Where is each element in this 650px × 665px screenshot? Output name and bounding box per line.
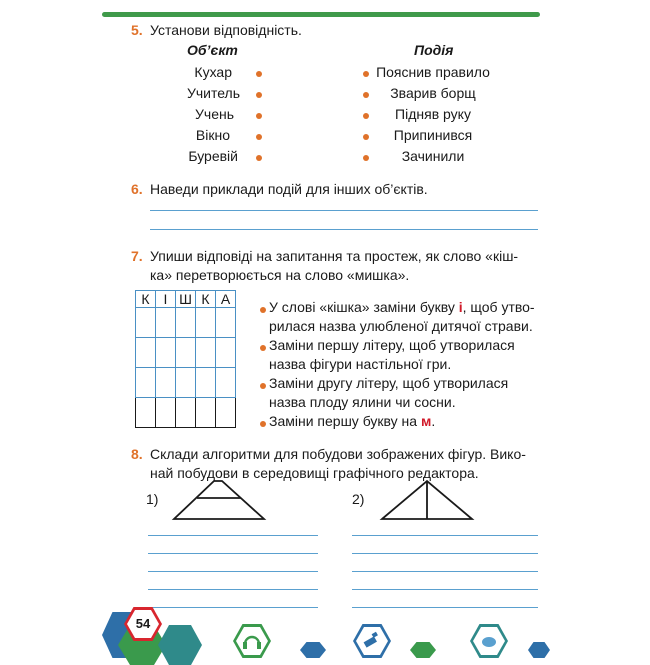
word-ladder-grid: [135, 290, 236, 428]
task7-number: 7.: [131, 248, 143, 264]
grid-letter: К: [136, 291, 156, 308]
answer-line[interactable]: [148, 535, 318, 536]
grid-cell[interactable]: [176, 338, 196, 368]
answer-line[interactable]: [352, 571, 538, 572]
task7-bullet3-line2: назва плоду ялини чи сосни.: [269, 394, 456, 410]
event-item: Припинився: [393, 127, 473, 143]
grid-cell[interactable]: [156, 308, 176, 338]
task7-bullet4: Заміни першу букву на м.: [269, 413, 436, 429]
page-number-badge: [124, 607, 162, 641]
object-match-dot[interactable]: [256, 71, 262, 77]
grid-cell[interactable]: [136, 398, 156, 428]
bullet-dot: [260, 421, 266, 427]
answer-line[interactable]: [148, 607, 318, 608]
bullet-dot: [260, 383, 266, 389]
answer-line[interactable]: [352, 535, 538, 536]
task7-line1: Упиши відповіді на запитання та простеж, як слово «кіш-: [150, 248, 519, 264]
answer-line[interactable]: [150, 229, 538, 230]
grid-letter: К: [196, 291, 216, 308]
grid-cell[interactable]: [216, 308, 236, 338]
task8-number: 8.: [131, 446, 143, 462]
object-item: Кухар: [194, 64, 232, 80]
object-match-dot[interactable]: [256, 134, 262, 140]
grid-cell[interactable]: [196, 398, 216, 428]
figure2-label: 2): [352, 491, 365, 507]
task5-object-heading: Об’єкт: [187, 42, 238, 58]
answer-line[interactable]: [352, 589, 538, 590]
task5-event-heading: Подія: [414, 42, 454, 58]
figure2-triangle: [378, 478, 478, 522]
answer-line[interactable]: [352, 607, 538, 608]
event-item: Пояснив правило: [376, 64, 490, 80]
event-item: Підняв руку: [395, 106, 471, 122]
footer-hex-small: [410, 642, 436, 658]
object-item: Учень: [195, 106, 234, 122]
footer-hex-teal: [158, 625, 202, 665]
grid-cell[interactable]: [216, 398, 236, 428]
task5-number: 5.: [131, 22, 143, 38]
task5-title: Установи відповідність.: [150, 22, 302, 38]
grid-letter: І: [156, 291, 176, 308]
task6-number: 6.: [131, 181, 143, 197]
task7-bullet1-line2: рилася назва улюбленої дитячої страви.: [269, 318, 533, 334]
object-match-dot[interactable]: [256, 92, 262, 98]
task7-bullet2-line2: назва фігури настільної гри.: [269, 356, 452, 372]
grid-letter: А: [216, 291, 236, 308]
answer-line[interactable]: [148, 571, 318, 572]
object-match-dot[interactable]: [256, 113, 262, 119]
task7-line2: ка» перетворюється на слово «мишка».: [150, 267, 410, 283]
object-match-dot[interactable]: [256, 155, 262, 161]
answer-line[interactable]: [148, 553, 318, 554]
footer-hex-small: [300, 642, 326, 658]
task6-title: Наведи приклади подій для інших об’єктів.: [150, 181, 428, 197]
task8-line1: Склади алгоритми для побудови зображених фігур. Вико-: [150, 446, 526, 462]
grid-cell[interactable]: [196, 338, 216, 368]
object-item: Вікно: [195, 127, 230, 143]
grid-letter: Ш: [176, 291, 196, 308]
grid-cell[interactable]: [216, 338, 236, 368]
grid-cell[interactable]: [156, 338, 176, 368]
grid-cell[interactable]: [176, 368, 196, 398]
bullet-dot: [260, 307, 266, 313]
grid-cell[interactable]: [136, 338, 156, 368]
task7-bullet3-line1: Заміни другу літеру, щоб утворилася: [269, 375, 509, 391]
object-item: Буревій: [188, 148, 238, 164]
figure1-trapezoid: [170, 478, 270, 522]
grid-cell[interactable]: [176, 308, 196, 338]
figure1-outline: [174, 481, 264, 519]
footer-hex-small: [528, 642, 550, 658]
task7-bullet1-line1: У слові «кішка» заміни букву і, щоб утво-: [269, 299, 535, 315]
grid-cell[interactable]: [136, 368, 156, 398]
mouse-glyph: [478, 631, 500, 650]
grid-cell[interactable]: [176, 398, 196, 428]
grid-cell[interactable]: [156, 398, 176, 428]
header-bar: [102, 12, 540, 17]
grid-cell[interactable]: [196, 308, 216, 338]
bullet-dot: [260, 345, 266, 351]
answer-line[interactable]: [352, 553, 538, 554]
grid-cell[interactable]: [196, 368, 216, 398]
event-item: Зачинили: [401, 148, 465, 164]
grid-cell[interactable]: [136, 308, 156, 338]
task8-line2: най побудови в середовищі графічного редактора.: [150, 465, 479, 481]
grid-cell[interactable]: [156, 368, 176, 398]
usb-glyph: [361, 631, 383, 650]
grid-cell[interactable]: [216, 368, 236, 398]
event-item: Зварив борщ: [390, 85, 476, 101]
object-item: Учитель: [186, 85, 240, 101]
figure1-label: 1): [146, 491, 159, 507]
answer-line[interactable]: [150, 210, 538, 211]
headphones-glyph: [241, 631, 263, 650]
answer-line[interactable]: [148, 589, 318, 590]
task7-bullet2-line1: Заміни першу літеру, щоб утворилася: [269, 337, 515, 353]
page-number: 54: [135, 616, 151, 631]
